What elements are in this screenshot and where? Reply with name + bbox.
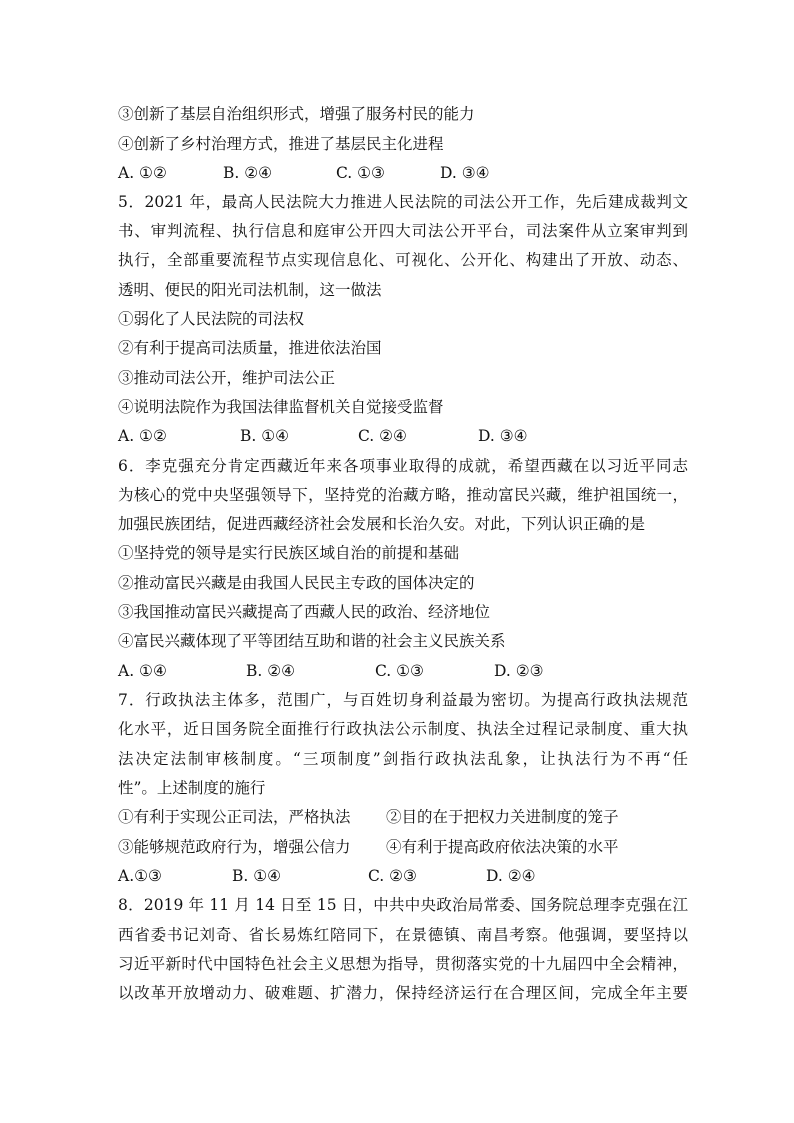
q6-option-d[interactable]: D. ②③ xyxy=(494,662,544,680)
q7-option-d[interactable]: D. ②④ xyxy=(486,867,536,885)
q7-choice-1: ①有利于实现公正司法，严格执法 xyxy=(118,808,351,826)
q8-stem-line: 以改革开放增动力、破难题、扩潜力，保持经济运行在合理区间，完成全年主要 xyxy=(118,984,688,1002)
q6-stem-line: 为核心的党中央坚强领导下，坚持党的治藏方略，推动富民兴藏，维护祖国统一， xyxy=(118,486,688,504)
q4-option-a[interactable]: A. ①② xyxy=(118,164,167,182)
q4-option-b[interactable]: B. ②④ xyxy=(223,164,273,182)
q7-option-b[interactable]: B. ①④ xyxy=(232,867,282,885)
q6-option-b[interactable]: B. ②④ xyxy=(246,662,296,680)
q6-choice-1: ①坚持党的领导是实行民族区域自治的前提和基础 xyxy=(118,544,460,562)
q7-choice-2: ②目的在于把权力关进制度的笼子 xyxy=(386,808,619,826)
q6-choice-2: ②推动富民兴藏是由我国人民民主专政的国体决定的 xyxy=(118,574,475,592)
q6-choice-4: ④富民兴藏体现了平等团结互助和谐的社会主义民族关系 xyxy=(118,632,506,650)
q5-choice-2: ②有利于提高司法质量，推进依法治国 xyxy=(118,339,382,357)
q7-choice-3: ③能够规范政府行为，增强公信力 xyxy=(118,838,351,856)
q4-choice-3: ③创新了基层自治组织形式，增强了服务村民的能力 xyxy=(118,105,475,123)
q7-option-c[interactable]: C. ②③ xyxy=(368,867,417,885)
q8-stem-line: 8．2019 年 11 月 14 日至 15 日，中共中央政治局常委、国务院总理李克强在江 xyxy=(118,896,688,914)
q4-option-c[interactable]: C. ①③ xyxy=(336,164,385,182)
q6-option-a[interactable]: A. ①④ xyxy=(118,662,167,680)
q4-option-d[interactable]: D. ③④ xyxy=(440,164,490,182)
q7-stem-line: 法决定法制审核制度。“三项制度”剑指行政执法乱象，让执法行为不再“任 xyxy=(118,750,688,768)
q6-stem-line: 6．李克强充分肯定西藏近年来各项事业取得的成就，希望西藏在以习近平同志 xyxy=(118,457,688,475)
q4-choice-4: ④创新了乡村治理方式，推进了基层民主化进程 xyxy=(118,135,444,153)
q5-stem-line: 执行，全部重要流程节点实现信息化、可视化、公开化、构建出了开放、动态、 xyxy=(118,251,688,269)
q7-stem-line: 性”。上述制度的施行 xyxy=(118,779,266,797)
q7-choice-4: ④有利于提高政府依法决策的水平 xyxy=(386,838,619,856)
q5-option-a[interactable]: A. ①② xyxy=(118,427,167,445)
q5-stem-line: 书、审判流程、执行信息和庭审公开四大司法公开平台，司法案件从立案审判到 xyxy=(118,222,688,240)
q5-choice-3: ③推动司法公开，维护司法公正 xyxy=(118,369,336,387)
q7-option-a[interactable]: A.①③ xyxy=(118,867,162,885)
q6-option-c[interactable]: C. ①③ xyxy=(375,662,424,680)
q8-stem-line: 习近平新时代中国特色社会主义思想为指导，贯彻落实党的十九届四中全会精神， xyxy=(118,955,688,973)
q5-stem-line: 5．2021 年，最高人民法院大力推进人民法院的司法公开工作，先后建成裁判文 xyxy=(118,193,688,211)
q5-stem-line: 透明、便民的阳光司法机制，这一做法 xyxy=(118,281,382,299)
q5-option-c[interactable]: C. ②④ xyxy=(358,427,407,445)
q7-stem-line: 化水平，近日国务院全面推行行政执法公示制度、执法全过程记录制度、重大执 xyxy=(118,720,688,738)
q5-option-b[interactable]: B. ①④ xyxy=(240,427,290,445)
q5-choice-4: ④说明法院作为我国法律监督机关自觉接受监督 xyxy=(118,398,444,416)
q5-choice-1: ①弱化了人民法院的司法权 xyxy=(118,310,305,328)
q6-choice-3: ③我国推动富民兴藏提高了西藏人民的政治、经济地位 xyxy=(118,603,491,621)
q7-stem-line: 7．行政执法主体多，范围广，与百姓切身利益最为密切。为提高行政执法规范 xyxy=(118,691,688,709)
q5-option-d[interactable]: D. ③④ xyxy=(478,427,528,445)
q8-stem-line: 西省委书记刘奇、省长易炼红陪同下，在景德镇、南昌考察。他强调，要坚持以 xyxy=(118,926,688,944)
q6-stem-line: 加强民族团结，促进西藏经济社会发展和长治久安。对此，下列认识正确的是 xyxy=(118,515,646,533)
